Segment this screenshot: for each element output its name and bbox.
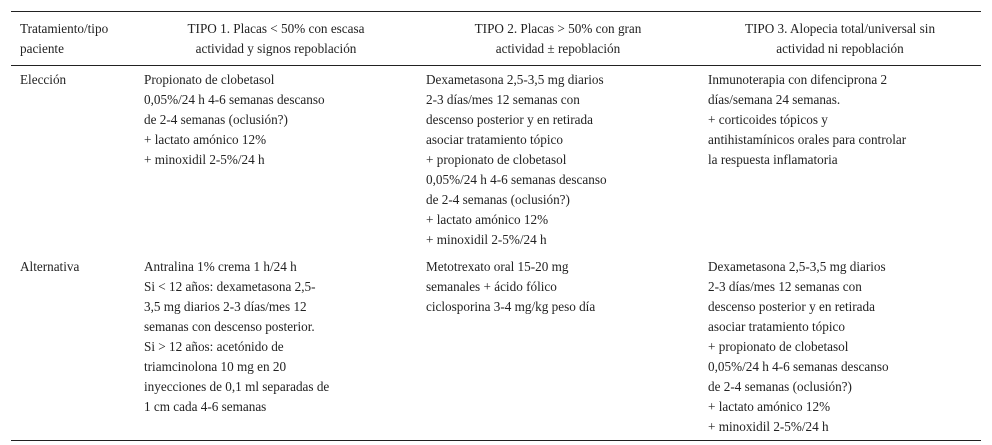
header-type-1 [135,12,417,66]
row-label: Alternativa [20,259,80,274]
header-line: TIPO 2. Placas > 50% con gran [474,21,642,36]
table-row-eleccion [11,66,981,254]
cell-line: 2-3 días/mes 12 semanas con [426,92,580,107]
cell-line: semanas con descenso posterior. [144,319,315,334]
header-patient-type [11,12,135,66]
cell-line: + lactato amónico 12% [426,212,549,227]
table-header-row [11,12,981,66]
cell-line: 0,05%/24 h 4-6 semanas descanso [708,359,889,374]
cell-line: Inmunoterapia con difenciprona 2 [708,72,888,87]
cell-line: + minoxidil 2-5%/24 h [708,419,829,434]
cell-line: asociar tratamiento tópico [426,132,563,147]
cell-line: ciclosporina 3-4 mg/kg peso día [426,299,596,314]
cell-line: de 2-4 semanas (oclusión?) [426,192,570,207]
cell-eleccion-type-3 [699,66,981,254]
cell-line: + propionato de clobetasol [708,339,849,354]
cell-line: de 2-4 semanas (oclusión?) [144,112,288,127]
header-line: actividad y signos repoblación [195,41,357,56]
cell-line: inyecciones de 0,1 ml separadas de [144,379,330,394]
table-row-alternativa [11,253,981,441]
treatment-table [11,11,981,441]
header-line: TIPO 1. Placas < 50% con escasa [187,21,365,36]
header-line: actividad ni repoblación [776,41,904,56]
cell-line: Dexametasona 2,5-3,5 mg diarios [708,259,886,274]
cell-alternativa-type-2 [417,253,699,441]
cell-eleccion-type-1 [135,66,417,254]
cell-line: la respuesta inflamatoria [708,152,838,167]
cell-line: semanales + ácido fólico [426,279,557,294]
cell-line: triamcinolona 10 mg en 20 [144,359,287,374]
cell-line: 0,05%/24 h 4-6 semanas descanso [426,172,607,187]
cell-eleccion-type-2 [417,66,699,254]
cell-line: + lactato amónico 12% [144,132,267,147]
cell-line: + lactato amónico 12% [708,399,831,414]
header-line: TIPO 3. Alopecia total/universal sin [744,21,936,36]
cell-alternativa-type-3 [699,253,981,441]
cell-line: Metotrexato oral 15-20 mg [426,259,569,274]
cell-line: + minoxidil 2-5%/24 h [426,232,547,247]
cell-line: Antralina 1% crema 1 h/24 h [144,259,297,274]
cell-line: de 2-4 semanas (oclusión?) [708,379,852,394]
row-label: Elección [20,72,67,87]
header-type-3 [699,12,981,66]
cell-line: antihistamínicos orales para controlar [708,132,907,147]
cell-line: asociar tratamiento tópico [708,319,845,334]
cell-line: días/semana 24 semanas. [708,92,841,107]
header-line: Tratamiento/tipo [20,21,109,36]
cell-alternativa-type-1 [135,253,417,441]
header-line: paciente [20,41,64,56]
cell-line: 3,5 mg diarios 2-3 días/mes 12 [144,299,307,314]
cell-line: descenso posterior y en retirada [426,112,593,127]
cell-line: descenso posterior y en retirada [708,299,875,314]
cell-line: 1 cm cada 4-6 semanas [144,399,267,414]
cell-line: Propionato de clobetasol [144,72,275,87]
cell-line: Si > 12 años: acetónido de [144,339,284,354]
cell-line: Dexametasona 2,5-3,5 mg diarios [426,72,604,87]
header-line: actividad ± repoblación [495,41,621,56]
cell-line: + minoxidil 2-5%/24 h [144,152,265,167]
header-type-2 [417,12,699,66]
cell-line: + propionato de clobetasol [426,152,567,167]
cell-line: 2-3 días/mes 12 semanas con [708,279,862,294]
cell-line: + corticoides tópicos y [708,112,828,127]
cell-line: Si < 12 años: dexametasona 2,5- [144,279,316,294]
cell-line: 0,05%/24 h 4-6 semanas descanso [144,92,325,107]
